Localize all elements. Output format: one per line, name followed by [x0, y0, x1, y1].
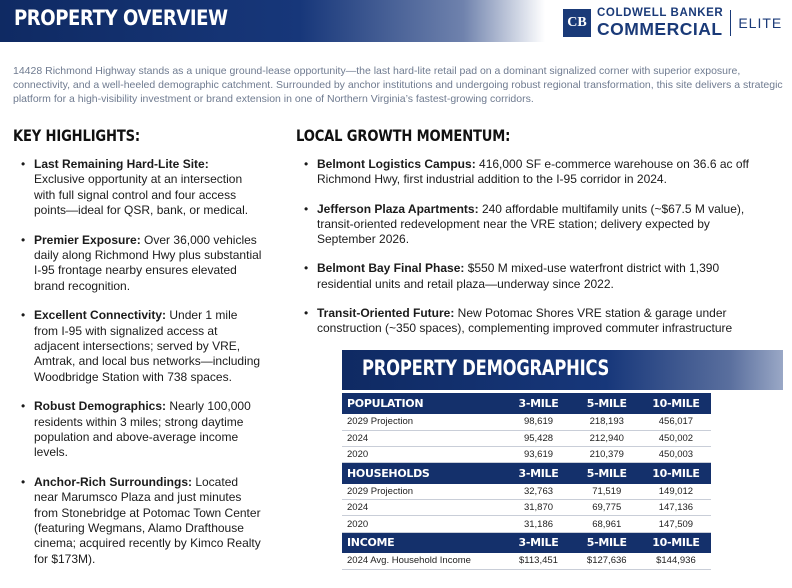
logo-line-1: COLDWELL BANKER [597, 6, 724, 19]
local-growth-heading: LOCAL GROWTH MOMENTUM: [296, 126, 511, 145]
growth-item [303, 157, 763, 188]
highlight-item-text: Nearly 100,000 residents within 3 miles; strong daytime population and above-average income levels. [34, 399, 251, 460]
demographics-value: 218,193 [573, 414, 641, 430]
demographics-value: 95,428 [504, 430, 572, 446]
demographics-row [342, 484, 711, 500]
growth-item-title: Transit-Oriented Future: [317, 306, 455, 321]
highlight-item-title: Excellent Connectivity: [34, 308, 167, 323]
demographics-value: $113,451 [504, 553, 572, 569]
title-banner [0, 0, 545, 42]
demographics-banner [342, 350, 783, 390]
demographics-row [342, 516, 711, 532]
growth-item-text: 416,000 SF e-commerce warehouse on 36.6 ac off Richmond Hwy, first industrial addition to the I-95 corridor in 2024. [317, 157, 749, 187]
demographics-value: $144,936 [641, 553, 711, 569]
demographics-section-label: INCOME [342, 532, 504, 553]
logo-wordmark [597, 8, 723, 39]
demographics-section-label: HOUSEHOLDS [342, 463, 504, 484]
growth-item-title: Belmont Bay Final Phase: [317, 261, 465, 276]
demographics-table [342, 393, 711, 570]
demographics-value: $127,636 [573, 553, 641, 569]
cb-logo-icon: CB [563, 9, 591, 37]
demographics-row [342, 446, 711, 462]
highlight-item [20, 157, 262, 218]
demographics-column-header: 5-MILE [573, 393, 641, 414]
growth-item-text: 240 affordable multifamily units (~$67.5 M value), transit-oriented redevelopment near the VRE station; delivery expected by September 2026. [317, 201, 745, 247]
highlight-item-title: Last Remaining Hard-Lite Site: [34, 157, 209, 171]
demographics-value: 149,012 [641, 484, 711, 500]
highlight-item [20, 308, 262, 384]
demographics-column-header: 5-MILE [573, 532, 641, 553]
demographics-column-header: 3-MILE [504, 532, 572, 553]
local-growth-list [303, 157, 763, 351]
demographics-row-label: 2024 Avg. Household Income [342, 553, 504, 569]
demographics-value: 32,763 [504, 484, 572, 500]
growth-item [303, 306, 763, 337]
page-title: PROPERTY OVERVIEW [14, 6, 228, 30]
key-highlights-heading: KEY HIGHLIGHTS: [13, 126, 140, 145]
demographics-value: 93,619 [504, 446, 572, 462]
demographics-header-row [342, 463, 711, 484]
demographics-row-label: 2020 [342, 446, 504, 462]
demographics-value: 212,940 [573, 430, 641, 446]
demographics-column-header: 10-MILE [641, 532, 711, 553]
demographics-column-header: 3-MILE [504, 463, 572, 484]
demographics-row [342, 553, 711, 569]
demographics-column-header: 3-MILE [504, 393, 572, 414]
growth-item-title: Belmont Logistics Campus: [317, 157, 476, 171]
highlight-item-title: Anchor-Rich Surroundings: [34, 475, 192, 490]
demographics-row-label: 2029 Projection [342, 414, 504, 430]
demographics-column-header: 10-MILE [641, 463, 711, 484]
highlight-item-text: Located near Marumsco Plaza and just minutes from Stonebridge at Potomac Town Center (featuring Wegmans, Alamo Drafthouse cinema; acquired recently by Kimco Realty for $173M). [34, 475, 261, 566]
demographics-section-label: POPULATION [342, 393, 504, 414]
highlight-item-title: Premier Exposure: [34, 232, 141, 247]
highlight-item [20, 475, 262, 567]
highlight-item-text: Over 36,000 vehicles daily along Richmond Hwy plus substantial I-95 frontage nearby ensures elevated brand recognition. [34, 232, 262, 293]
highlight-item-title: Robust Demographics: [34, 399, 167, 414]
demographics-value: 31,870 [504, 500, 572, 516]
demographics-value: 68,961 [573, 516, 641, 532]
demographics-value: 31,186 [504, 516, 572, 532]
key-highlights-list [20, 157, 262, 581]
demographics-column-header: 5-MILE [573, 463, 641, 484]
intro-paragraph: 14428 Richmond Highway stands as a unique ground-lease opportunity—the last hard-lite retail pad on a dominant signalized corner with superior exposure, connectivity, and a well-heeled demographic catchment. Surrounded by anchor institutions and undergoing robust regional transformation, this site delivers a strategic platform for a high-visibility investment or brand extension in one of Northern Virginia’s fastest-growing corridors. [13, 65, 783, 105]
demographics-value: 210,379 [573, 446, 641, 462]
growth-item [303, 261, 763, 292]
highlight-item-text: Exclusive opportunity at an intersection with full signal control and four access points—ideal for QSR, bank, or medical. [34, 172, 249, 217]
demographics-row [342, 500, 711, 516]
logo-tier: ELITE [738, 15, 783, 31]
demographics-row [342, 430, 711, 446]
demographics-value: 147,136 [641, 500, 711, 516]
logo-divider [730, 10, 731, 36]
demographics-value: 71,519 [573, 484, 641, 500]
demographics-value: 69,775 [573, 500, 641, 516]
demographics-row-label: 2024 [342, 430, 504, 446]
highlight-item [20, 233, 262, 294]
highlight-item [20, 399, 262, 460]
demographics-row-label: 2029 Projection [342, 484, 504, 500]
demographics-title: PROPERTY DEMOGRAPHICS [362, 356, 610, 380]
growth-item-title: Jefferson Plaza Apartments: [317, 201, 479, 216]
page-header [0, 0, 792, 44]
demographics-value: 147,509 [641, 516, 711, 532]
demographics-value: 450,003 [641, 446, 711, 462]
growth-item-text: $550 M mixed-use waterfront district with 1,390 residential units and retail plaza—underway since 2022. [317, 261, 720, 291]
demographics-value: 456,017 [641, 414, 711, 430]
demographics-row-label: 2020 [342, 516, 504, 532]
demographics-row-label: 2024 [342, 500, 504, 516]
demographics-value: 450,002 [641, 430, 711, 446]
demographics-row [342, 414, 711, 430]
demographics-header-row [342, 393, 711, 414]
growth-item [303, 202, 763, 248]
highlight-item-text: Under 1 mile from I-95 with signalized access at adjacent intersections; served by VRE, Amtrak, and local bus networks—including Woodbridge Station with 738 spaces. [34, 308, 261, 384]
brand-logo [563, 7, 782, 39]
demographics-column-header: 10-MILE [641, 393, 711, 414]
demographics-header-row [342, 532, 711, 553]
logo-line-2: COMMERCIAL [597, 19, 723, 39]
growth-item-text: New Potomac Shores VRE station & garage under construction (~350 spaces), complementing improved commuter infrastructure [317, 306, 733, 336]
demographics-value: 98,619 [504, 414, 572, 430]
